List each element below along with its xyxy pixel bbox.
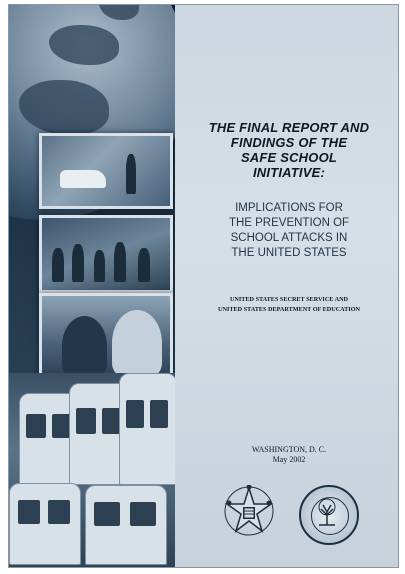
- department-of-education-seal-icon: [299, 485, 359, 545]
- agency-line: UNITED STATES DEPARTMENT OF EDUCATION: [218, 306, 360, 313]
- agency-line: UNITED STATES SECRET SERVICE AND: [229, 296, 349, 303]
- seals: [219, 485, 379, 555]
- photo-grieving-students: [39, 293, 173, 379]
- subtitle-line: THE PREVENTION OF: [228, 217, 350, 229]
- report-cover: [8, 4, 399, 568]
- photo-school-buses: [9, 373, 175, 567]
- title-line: INITIATIVE:: [252, 165, 325, 180]
- agencies: [191, 295, 387, 315]
- date: May 2002: [272, 455, 306, 464]
- title-line: FINDINGS OF THE: [230, 135, 348, 150]
- photo-police-car: [39, 133, 173, 209]
- subtitle-line: THE UNITED STATES: [231, 247, 347, 259]
- publication-info: [191, 445, 387, 465]
- report-title: [191, 120, 387, 180]
- photo-collage: [9, 5, 175, 567]
- photo-students-evacuating: [39, 215, 173, 293]
- star-badge-seal-icon: [223, 485, 275, 537]
- subtitle-line: SCHOOL ATTACKS IN: [230, 232, 348, 244]
- report-subtitle: [191, 201, 387, 261]
- police-car: [60, 170, 106, 188]
- title-line: SAFE SCHOOL: [240, 150, 338, 165]
- location: WASHINGTON, D. C.: [251, 445, 327, 454]
- subtitle-line: IMPLICATIONS FOR: [235, 202, 343, 214]
- title-line: THE FINAL REPORT AND: [208, 120, 370, 135]
